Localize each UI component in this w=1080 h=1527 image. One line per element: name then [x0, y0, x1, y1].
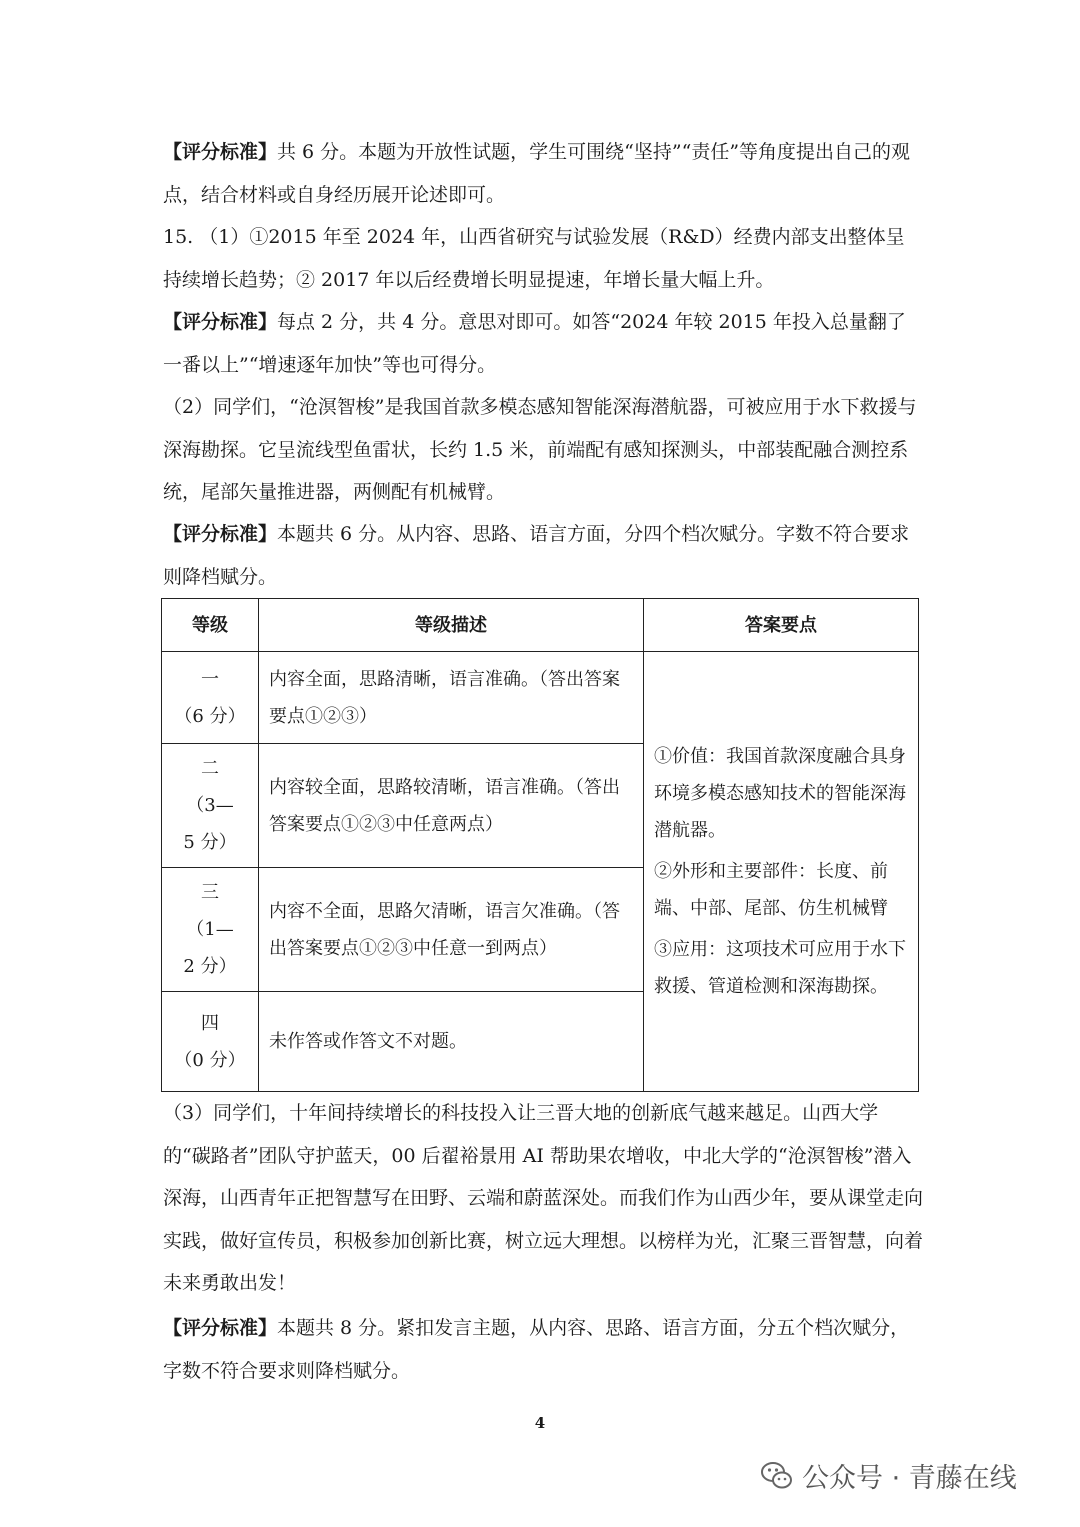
level-score: （1—2 分） [183, 919, 237, 977]
scoring-text: 本题共 8 分。紧扣发言主题，从内容、思路、语言方面，分五个档次赋分，字数不符合要求则降档赋分。 [163, 1317, 910, 1382]
scoring-label: 【评分标准】 [163, 141, 278, 163]
level-cell [162, 992, 259, 1092]
scoring-text: 共 6 分。本题为开放性试题，学生可围绕“坚持”“责任”等角度提出自己的观点，结合材料或自身经历展开论述即可。 [163, 141, 911, 206]
answer-15-3: （3）同学们，十年间持续增长的科技投入让三晋大地的创新底气越来越足。山西大学的“碳路者”团队守护蓝天，00 后翟裕景用 AI 帮助果农增收，中北大学的“沧溟智梭”潜入深海，山西青年正把智慧写在田野、云端和蔚蓝深处。而我们作为山西少年，要从课堂走向实践，做好宣传员，积极参加创新比赛，树立远大理想。以榜样为光，汇聚三晋智慧，向着未来勇敢出发！ [163, 1102, 924, 1294]
scoring-note-15-2 [163, 513, 923, 598]
key-point: ③应用：这项技术可应用于水下救援、管道检测和深海勘探。 [654, 939, 906, 997]
scoring-note-15-3 [163, 1307, 923, 1392]
watermark-text: 公众号 · 青藤在线 [802, 1462, 1017, 1494]
grading-table [161, 598, 919, 1092]
answer-15-1: 15. （1）①2015 年至 2024 年，山西省研究与试验发展（R&D）经费内部支出整体呈持续增长趋势；② 2017 年以后经费增长明显提速，年增长量大幅上升。 [163, 226, 905, 291]
level-name: 三 [201, 882, 219, 903]
level-name: 二 [201, 758, 219, 779]
scoring-note-15-1 [163, 301, 923, 386]
key-point: ②外形和主要部件：长度、前端、中部、尾部、仿生机械臂 [654, 861, 888, 919]
scoring-label: 【评分标准】 [163, 1317, 278, 1339]
level-name: 一 [201, 668, 219, 690]
watermark [760, 1452, 1017, 1498]
scoring-text: 每点 2 分，共 4 分。意思对即可。如答“2024 年较 2015 年投入总量翻了一番以上”“增速逐年加快”等也可得分。 [163, 311, 906, 376]
answer-15-2: （2）同学们，“沧溟智梭”是我国首款多模态感知智能深海潜航器，可被应用于水下救援与深海勘探。它呈流线型鱼雷状，长约 1.5 米，前端配有感知探测头，中部装配融合测控系统，尾部矢量推进器，两侧配有机械臂。 [163, 396, 917, 503]
level-score: （6 分） [174, 705, 246, 727]
scoring-note-14 [163, 131, 923, 216]
wechat-icon [760, 1458, 794, 1492]
level-description: 内容较全面，思路较清晰，语言准确。（答出答案要点①②③中任意两点） [259, 744, 644, 868]
header-key-points: 答案要点 [644, 599, 919, 652]
key-point: ①价值：我国首款深度融合具身环境多模态感知技术的智能深海潜航器。 [654, 746, 906, 841]
level-cell [162, 652, 259, 744]
level-description: 内容全面，思路清晰，语言准确。（答出答案要点①②③） [259, 652, 644, 744]
table-row [162, 652, 919, 744]
header-description: 等级描述 [259, 599, 644, 652]
level-name: 四 [201, 1012, 219, 1034]
level-description: 未作答或作答文不对题。 [259, 992, 644, 1092]
scoring-label: 【评分标准】 [163, 523, 278, 545]
scoring-text: 本题共 6 分。从内容、思路、语言方面，分四个档次赋分。字数不符合要求则降档赋分。 [163, 523, 910, 588]
level-cell [162, 868, 259, 992]
table-header-row [162, 599, 919, 652]
scoring-label: 【评分标准】 [163, 311, 278, 333]
key-points-cell [644, 652, 919, 1092]
level-description: 内容不全面，思路欠清晰，语言欠准确。（答出答案要点①②③中任意一到两点） [259, 868, 644, 992]
page-number: 4 [534, 1414, 546, 1432]
level-score: （3—5 分） [183, 795, 237, 853]
header-level: 等级 [162, 599, 259, 652]
level-score: （0 分） [174, 1049, 246, 1071]
level-cell [162, 744, 259, 868]
